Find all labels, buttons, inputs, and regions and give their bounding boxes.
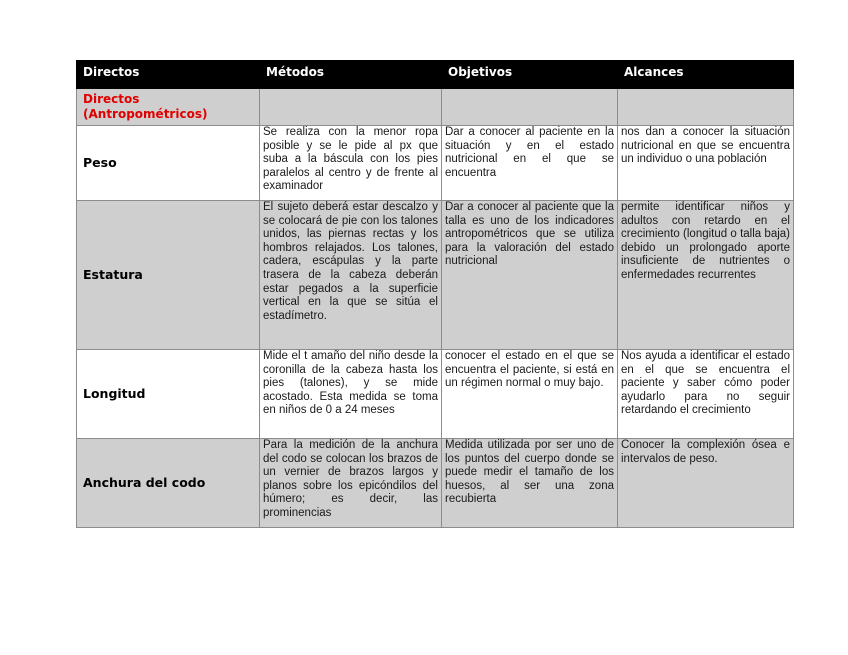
- header-objetivos: Objetivos: [442, 61, 618, 89]
- cell-objetivos: Medida utilizada por ser uno de los puntos del cuerpo donde se puede medir el tamaño de los huesos, al ser una zona recubierta: [445, 439, 614, 506]
- row-label: Longitud: [77, 350, 260, 439]
- cell-alcances: Nos ayuda a identificar el estado en el que se encuentra el paciente y saber cómo poder ayudarlo para no seguir retardando el crecimiento: [618, 350, 794, 439]
- section-empty-cell: [618, 89, 794, 126]
- cell-alcances: nos dan a conocer la situación nutricional en que se encuentra un individuo o una población: [618, 126, 794, 201]
- header-metodos: Métodos: [260, 61, 442, 89]
- cell-metodos: Para la medición de la anchura del codo se colocan los brazos de un vernier de brazos largos y planos sobre los epicóndilos del húmero; es decir, las prominencias: [263, 439, 438, 519]
- cell-objetivos: Dar a conocer al paciente que la talla es uno de los indicadores antropométricos que se utiliza para la valoración del estado nutricional: [442, 201, 618, 350]
- table-row-longitud: [77, 350, 794, 439]
- table-row-estatura: [77, 201, 794, 350]
- row-label: Estatura: [77, 201, 260, 350]
- cell-metodos: Se realiza con la menor ropa posible y se le pide al px que suba a la báscula con los pies paralelos al centro y de frente al examinador: [260, 126, 442, 201]
- section-empty-cell: [442, 89, 618, 126]
- section-row: [77, 89, 794, 126]
- cell-objetivos: conocer el estado en el que se encuentra el paciente, si está en un régimen normal o muy bajo.: [442, 350, 618, 439]
- cell-objetivos-wrap: [442, 439, 618, 528]
- header-directos: Directos: [77, 61, 260, 89]
- anthropometric-methods-table: [76, 60, 794, 528]
- section-label: Directos (Antropométricos): [77, 89, 260, 126]
- cell-objetivos: Dar a conocer al paciente en la situación y en el estado nutricional en el que se encuentra: [442, 126, 618, 201]
- cell-alcances: Conocer la complexión ósea e intervalos de peso.: [621, 439, 790, 465]
- row-label: Peso: [77, 126, 260, 201]
- cell-metodos: El sujeto deberá estar descalzo y se colocará de pie con los talones unidos, las piernas rectas y los hombros relajados. Los talones, cadera, escápulas y la parte trasera de la cabeza deberán estar pegados a la superficie vertical en la que se sitúa el estadímetro.: [260, 201, 442, 350]
- cell-alcances-wrap: [618, 439, 794, 528]
- table-row-anchura-codo: [77, 439, 794, 528]
- table-row-peso: [77, 126, 794, 201]
- cell-metodos: Mide el t amaño del niño desde la coronilla de la cabeza hasta los pies (talones), y se mide acostado. Esta medida se toma en niños de 0 a 24 meses: [260, 350, 442, 439]
- section-empty-cell: [260, 89, 442, 126]
- cell-metodos-wrap: [260, 439, 442, 528]
- header-alcances: Alcances: [618, 61, 794, 89]
- table-header-row: [77, 61, 794, 89]
- cell-alcances: permite identificar niños y adultos con retardo en el crecimiento (longitud o talla baja) debido un prolongado aporte insuficiente de nutrientes o enfermedades recurrentes: [618, 201, 794, 350]
- row-label: Anchura del codo: [77, 439, 260, 528]
